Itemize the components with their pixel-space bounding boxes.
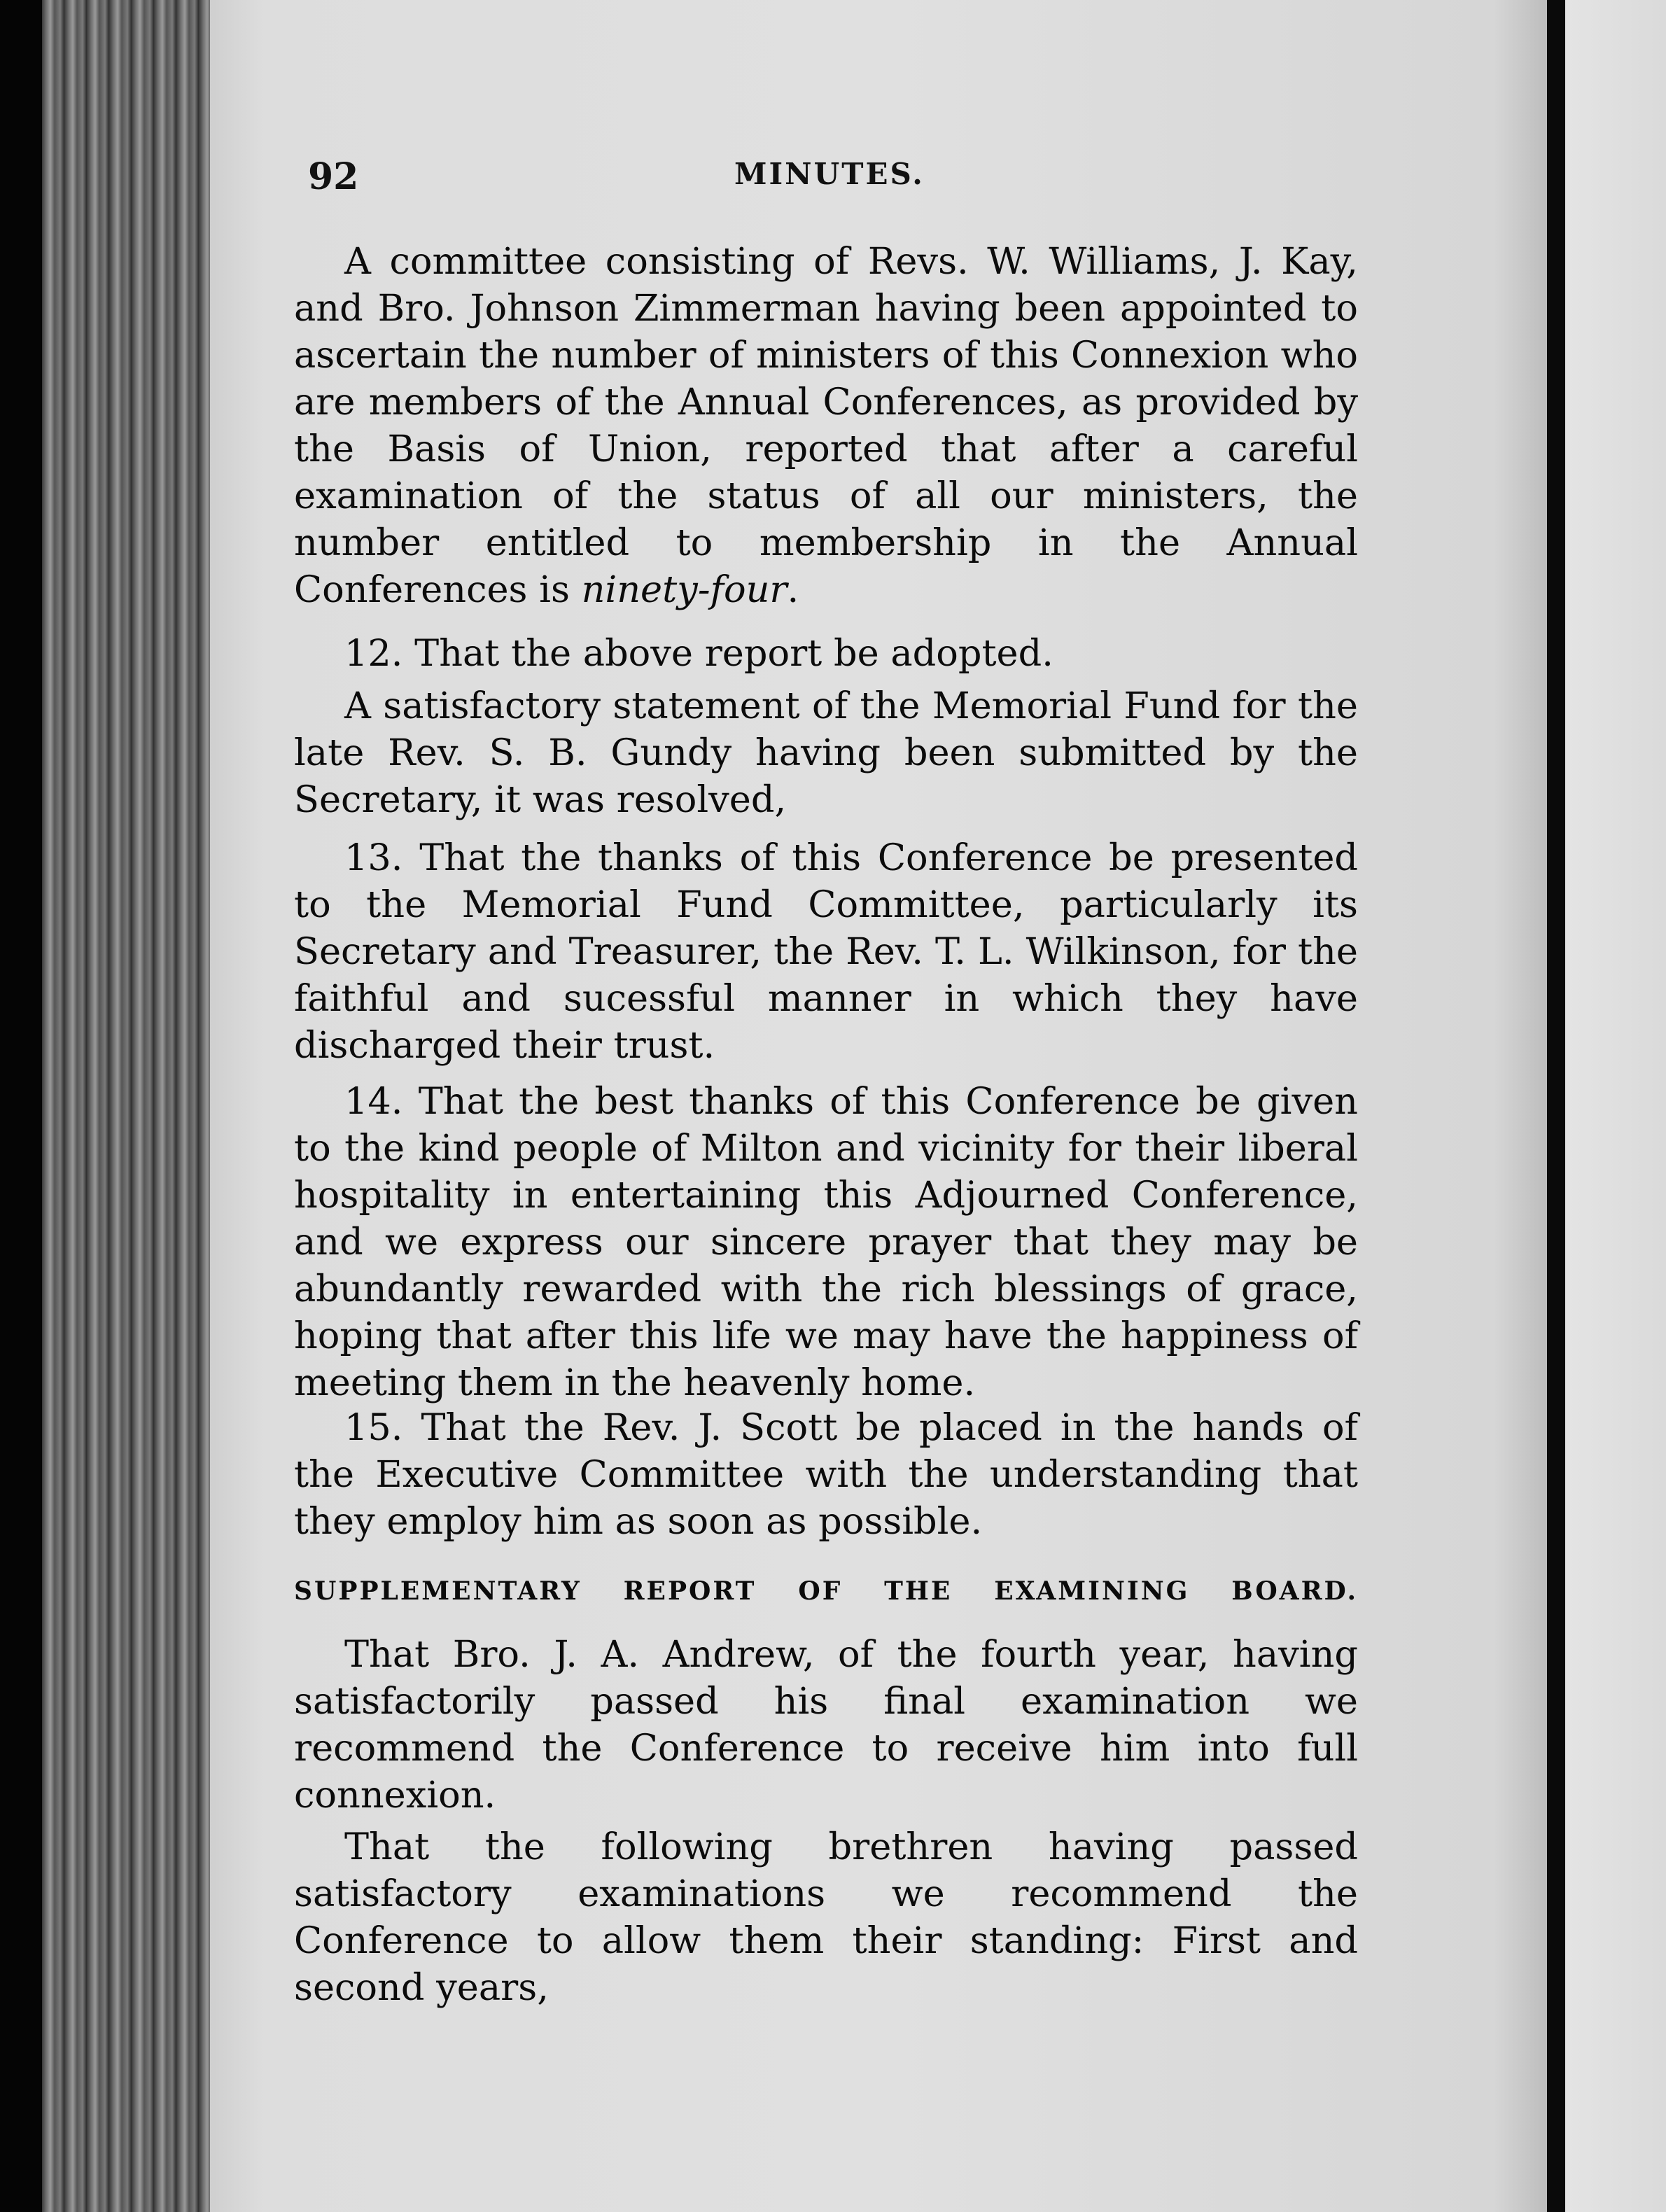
paragraph-committee-report: A committee consisting of Revs. W. Williams, J. Kay, and Bro. Johnson Zimmerman having been appointed to ascertain the number of ministers of this Connexion who are members of the Annual Conferences, as provided by the Basis of Union, reported that after a careful examination of the status of all our ministers, the number entitled to membership in the Annual Conferences is ninety-four. — [294, 240, 1358, 611]
resolution-14: 14. That the best thanks of this Conference be given to the kind people of Milton and vicinity for their liberal hospitality in entertaining this Adjourned Conference, and we express our sincere prayer that they may be abundantly rewarded with the rich blessings of grace, hoping that after this life we may have the happiness of meeting them in the heavenly home. — [294, 1080, 1358, 1404]
binding-page-edges — [42, 0, 217, 2212]
section-heading-examining-board: SUPPLEMENTARY REPORT OF THE EXAMINING BOARD. — [294, 1576, 1358, 1606]
paragraph-brethren-standing: That the following brethren having passed satisfactory examinations we recommend the Conference to allow them their standing: First and second years, — [294, 1826, 1358, 2009]
facing-page-edge — [1547, 0, 1666, 2212]
page-number: 92 — [308, 155, 359, 198]
resolution-15: 15. That the Rev. J. Scott be placed in the hands of the Executive Committee with the understanding that they employ him as soon as possible. — [294, 1406, 1358, 1543]
italic-count: ninety-four — [581, 568, 788, 611]
page-header — [308, 155, 1351, 197]
paragraph-andrew-examination: That Bro. J. A. Andrew, of the fourth year, having satisfactorily passed his final examination we recommend the Conference to receive him into full connexion. — [294, 1633, 1358, 1816]
paragraph-memorial-fund: A satisfactory statement of the Memorial Fund for the late Rev. S. B. Gundy having been submitted by the Secretary, it was resolved, — [294, 685, 1358, 821]
running-title: MINUTES. — [734, 157, 925, 191]
resolution-12: 12. That the above report be adopted. — [344, 632, 1054, 675]
resolution-13: 13. That the thanks of this Conference be presented to the Memorial Fund Committee, particularly its Secretary and Treasurer, the Rev. T. L. Wilkinson, for the faithful and sucessful manner in which they have discharged their trust. — [294, 836, 1358, 1067]
